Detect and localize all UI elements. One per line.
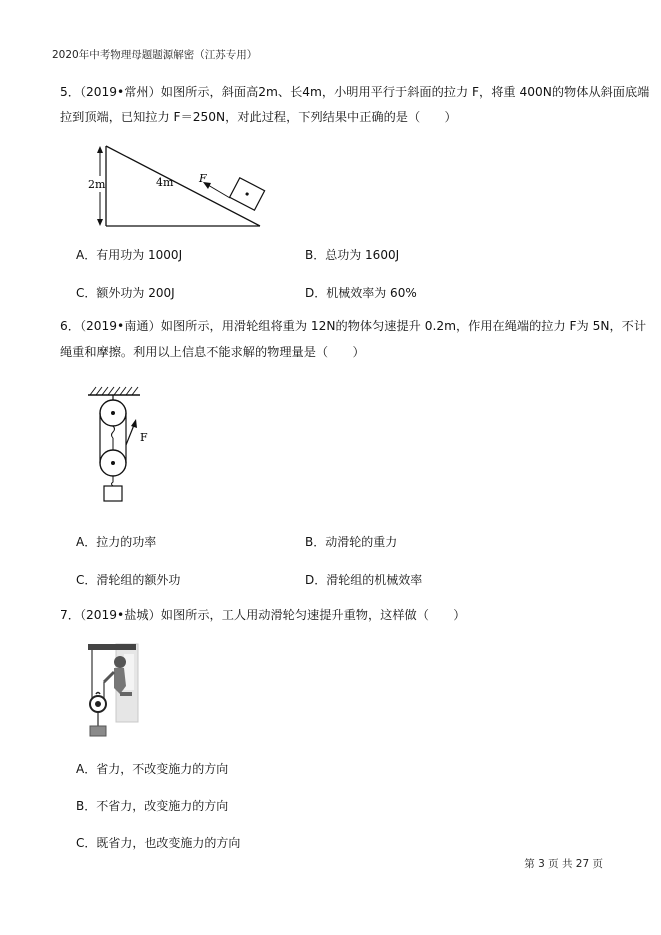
question-5-line-1: 5．（2019•常州）如图所示，斜面高2m、长4m，小明用平行于斜面的拉力 F，将重 400N的物体从斜面底端: [60, 85, 650, 99]
worker-head: [114, 656, 126, 668]
page-header: 2020年中考物理母题题源解密（江苏专用）: [52, 49, 258, 61]
pulling-rope: [126, 425, 134, 445]
height-arrow-bottom: [97, 219, 103, 226]
q5-option-c: C．额外功为 200J: [76, 286, 175, 300]
q6-option-c: C．滑轮组的额外功: [76, 573, 181, 587]
force-arrow-line: [208, 185, 230, 198]
page-number: 第 3 页 共 27 页: [524, 858, 603, 870]
q6-option-a: A．拉力的功率: [76, 535, 157, 549]
question-5-line-2: 拉到顶端，已知拉力 F＝250N，对此过程，下列结果中正确的是（ ）: [60, 110, 457, 124]
force-label: F: [199, 172, 207, 185]
question-6-line-2: 绳重和摩擦。利用以上信息不能求解的物理量是（ ）: [60, 345, 365, 359]
q5-option-b: B．总功为 1600J: [305, 248, 400, 262]
q7-option-b: B．不省力，改变施力的方向: [76, 799, 229, 813]
q5-option-d: D．机械效率为 60%: [305, 286, 417, 300]
height-arrow-top: [97, 146, 103, 153]
pull-force-arrow-head: [131, 419, 137, 428]
q7-option-a: A．省力，不改变施力的方向: [76, 762, 229, 776]
load-block: [90, 726, 106, 736]
q6-option-d: D．滑轮组的机械效率: [305, 573, 423, 587]
hanging-weight: [104, 486, 122, 501]
height-label: 2m: [88, 178, 106, 191]
pull-force-label: F: [140, 431, 148, 444]
question-6-line-1: 6．（2019•南通）如图所示，用滑轮组将重为 12N的物体匀速提升 0.2m，作用在绳端的拉力 F为 5N，不计: [60, 319, 647, 333]
q5-option-a: A．有用功为 1000J: [76, 248, 183, 262]
incline-figure: [80, 140, 280, 235]
length-label: 4m: [156, 176, 174, 189]
q7-option-c: C．既省力，也改变施力的方向: [76, 836, 241, 850]
q6-option-b: B．动滑轮的重力: [305, 535, 398, 549]
question-7-line-1: 7．（2019•盐城）如图所示，工人用动滑轮匀速提升重物，这样做（ ）: [60, 608, 466, 622]
pulley-block-figure: [84, 383, 164, 508]
movable-pulley-worker-figure: [80, 642, 142, 738]
